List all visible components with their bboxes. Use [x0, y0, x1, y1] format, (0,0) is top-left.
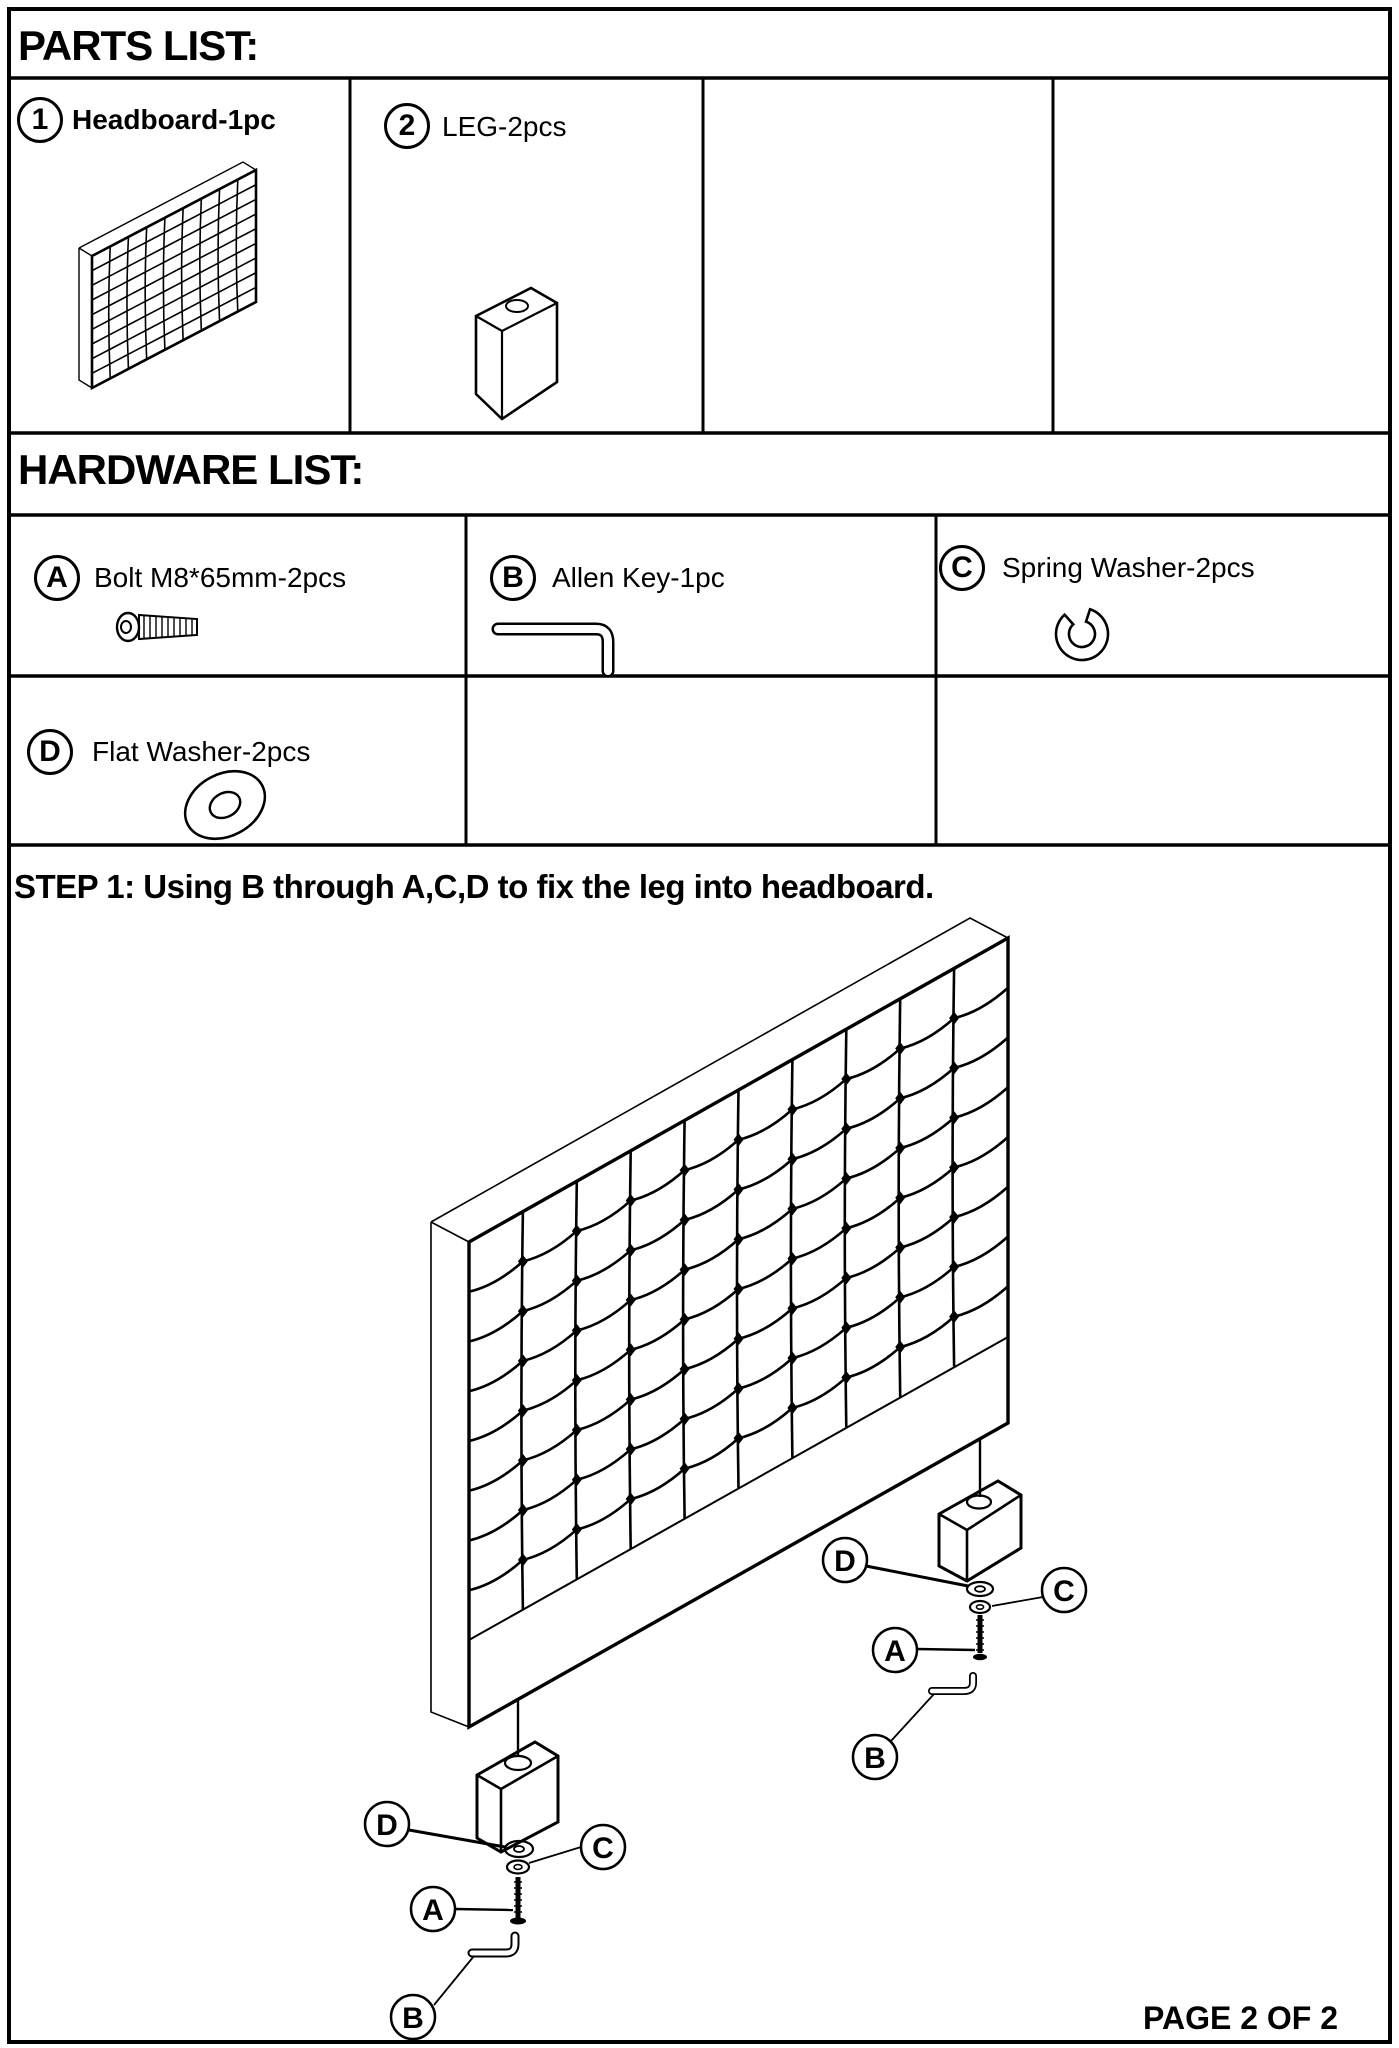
- hardware-a-letter: A: [46, 561, 68, 594]
- callout-letters: [376, 1545, 1075, 2035]
- callout-left-a: A: [422, 1894, 444, 1927]
- right-flat-washer: [967, 1582, 993, 1596]
- right-leg-assembly: [932, 1439, 1021, 1691]
- part-2-label: LEG-2pcs: [442, 111, 567, 142]
- callout-left-c: C: [592, 1832, 614, 1865]
- hardware-d-badge: [27, 729, 73, 775]
- left-spring-washer: [507, 1861, 529, 1874]
- parts-list-title: PARTS LIST:: [18, 22, 259, 69]
- flat-washer-drawing: [173, 758, 276, 852]
- hardware-c-letter: C: [951, 551, 973, 584]
- part-1-label: Headboard-1pc: [72, 104, 276, 135]
- hardware-d-label: Flat Washer-2pcs: [92, 736, 311, 767]
- step-1-instruction: STEP 1: Using B through A,C,D to fix the leg into headboard.: [14, 868, 934, 905]
- left-allen-key: [472, 1936, 515, 1953]
- allen-key-drawing: [498, 629, 608, 671]
- right-bolt: [973, 1615, 987, 1660]
- hardware-b-badge: [490, 555, 536, 601]
- step-headboard-drawing: [431, 918, 1008, 1727]
- bolt-drawing: [117, 613, 197, 641]
- hardware-c-badge: [939, 545, 985, 591]
- part-2-number: 2: [398, 109, 416, 142]
- hardware-b-label: Allen Key-1pc: [552, 562, 725, 593]
- callout-right-a: A: [884, 1635, 906, 1668]
- table-borders: [9, 9, 1390, 2042]
- callout-right-b: B: [864, 1742, 886, 1775]
- right-allen-key: [932, 1676, 973, 1691]
- hardware-d-letter: D: [39, 735, 61, 768]
- hardware-c-label: Spring Washer-2pcs: [1002, 552, 1255, 583]
- hardware-a-badge: [34, 555, 80, 601]
- callout-left-b: B: [402, 2002, 424, 2035]
- part-1-number: 1: [31, 103, 49, 136]
- right-spring-washer: [970, 1601, 990, 1613]
- spring-washer-drawing: [1049, 601, 1115, 667]
- headboard-part-drawing: [79, 162, 256, 388]
- callout-left-d: D: [376, 1809, 398, 1842]
- page-indicator: PAGE 2 OF 2: [1143, 2000, 1339, 2036]
- leg-part-drawing: [476, 288, 557, 419]
- callout-lines: [409, 1566, 1043, 2005]
- hardware-list-title: HARDWARE LIST:: [18, 446, 364, 493]
- part-1-number-badge: [17, 97, 63, 143]
- left-leg-assembly: [472, 1700, 558, 1953]
- left-bolt: [510, 1877, 526, 1925]
- callout-right-c: C: [1053, 1575, 1075, 1608]
- hardware-b-letter: B: [502, 561, 524, 594]
- callout-right-d: D: [834, 1545, 856, 1578]
- hardware-a-label: Bolt M8*65mm-2pcs: [94, 562, 347, 593]
- part-2-number-badge: [384, 103, 430, 149]
